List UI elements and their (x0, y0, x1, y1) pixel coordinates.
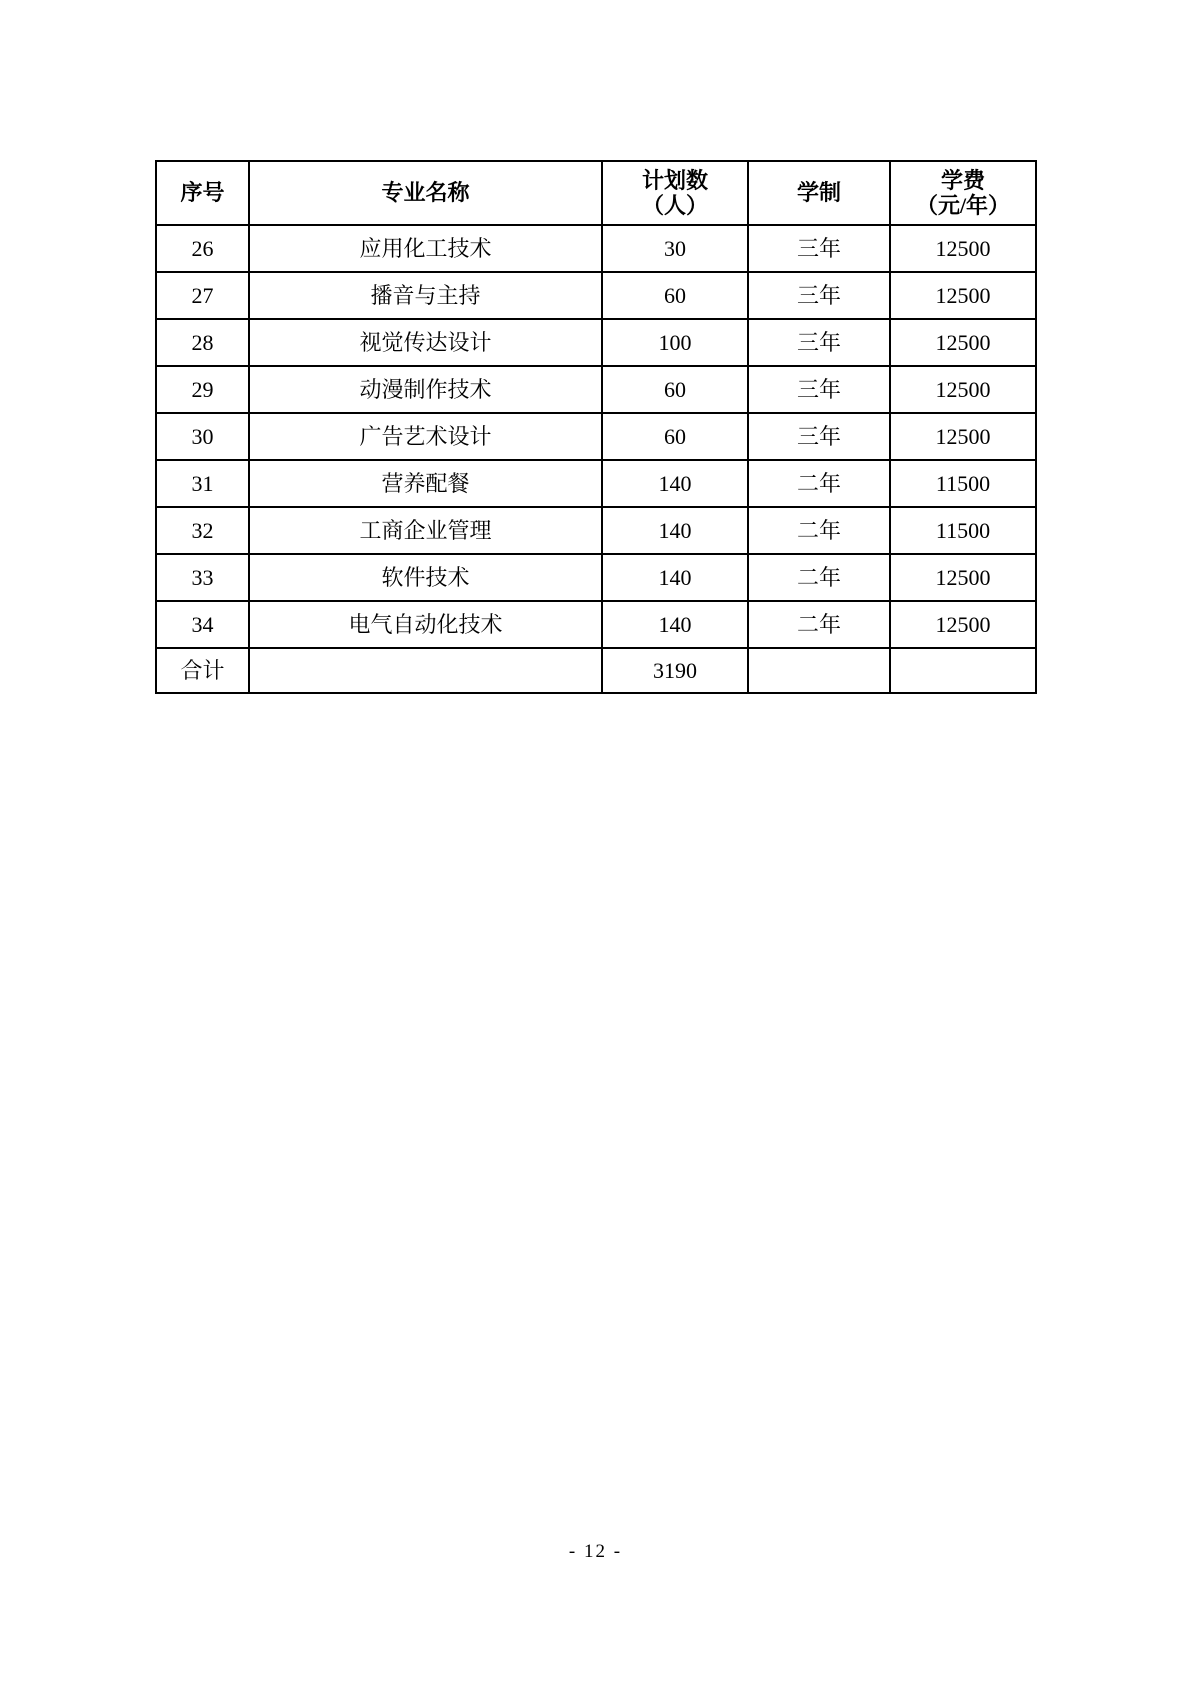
cell-major: 营养配餐 (249, 460, 602, 507)
header-plan-line1: 计划数 (641, 167, 708, 193)
table-row (156, 460, 1036, 507)
header-duration: 学制 (748, 161, 890, 225)
cell-major: 电气自动化技术 (249, 601, 602, 648)
cell-major: 视觉传达设计 (249, 319, 602, 366)
cell-plan-total: 3190 (602, 648, 748, 693)
cell-fee: 12500 (890, 272, 1036, 319)
cell-no: 26 (156, 225, 249, 272)
table-row (156, 319, 1036, 366)
table-row (156, 554, 1036, 601)
header-plan-line2: （人） (641, 193, 708, 218)
cell-fee: 12500 (890, 319, 1036, 366)
cell-fee: 12500 (890, 601, 1036, 648)
table-row (156, 413, 1036, 460)
header-fee-line1: 学费 (940, 167, 985, 193)
cell-major: 广告艺术设计 (249, 413, 602, 460)
cell-no: 32 (156, 507, 249, 554)
cell-no: 29 (156, 366, 249, 413)
table-row (156, 601, 1036, 648)
cell-major: 播音与主持 (249, 272, 602, 319)
header-plan (602, 161, 748, 225)
cell-fee: 12500 (890, 366, 1036, 413)
cell-major (249, 648, 602, 693)
header-fee (890, 161, 1036, 225)
cell-duration: 三年 (748, 225, 890, 272)
cell-duration: 二年 (748, 601, 890, 648)
cell-plan: 140 (602, 554, 748, 601)
cell-major: 工商企业管理 (249, 507, 602, 554)
cell-duration: 三年 (748, 272, 890, 319)
cell-plan: 60 (602, 366, 748, 413)
cell-duration: 二年 (748, 507, 890, 554)
cell-no: 27 (156, 272, 249, 319)
cell-plan: 140 (602, 601, 748, 648)
table-row (156, 272, 1036, 319)
cell-major: 软件技术 (249, 554, 602, 601)
page-number: - 12 - (568, 1541, 623, 1562)
cell-plan: 100 (602, 319, 748, 366)
cell-duration: 二年 (748, 460, 890, 507)
cell-no: 31 (156, 460, 249, 507)
table-header-row (156, 161, 1036, 225)
cell-plan: 60 (602, 413, 748, 460)
cell-duration (748, 648, 890, 693)
cell-fee: 11500 (890, 507, 1036, 554)
cell-major: 动漫制作技术 (249, 366, 602, 413)
cell-no: 34 (156, 601, 249, 648)
cell-duration: 三年 (748, 319, 890, 366)
cell-major: 应用化工技术 (249, 225, 602, 272)
cell-fee: 12500 (890, 225, 1036, 272)
cell-plan: 140 (602, 460, 748, 507)
cell-fee: 12500 (890, 413, 1036, 460)
header-no: 序号 (156, 161, 249, 225)
cell-total-label: 合计 (156, 648, 249, 693)
enrollment-plan-table (155, 160, 1037, 694)
cell-fee (890, 648, 1036, 693)
cell-no: 33 (156, 554, 249, 601)
cell-no: 28 (156, 319, 249, 366)
header-fee-line2: （元/年） (915, 193, 1011, 218)
cell-duration: 三年 (748, 413, 890, 460)
cell-plan: 140 (602, 507, 748, 554)
cell-fee: 12500 (890, 554, 1036, 601)
header-major: 专业名称 (249, 161, 602, 225)
table-row (156, 366, 1036, 413)
cell-duration: 二年 (748, 554, 890, 601)
cell-fee: 11500 (890, 460, 1036, 507)
table-row (156, 507, 1036, 554)
table-row (156, 225, 1036, 272)
table-row-total (156, 648, 1036, 693)
cell-duration: 三年 (748, 366, 890, 413)
cell-plan: 60 (602, 272, 748, 319)
cell-no: 30 (156, 413, 249, 460)
cell-plan: 30 (602, 225, 748, 272)
